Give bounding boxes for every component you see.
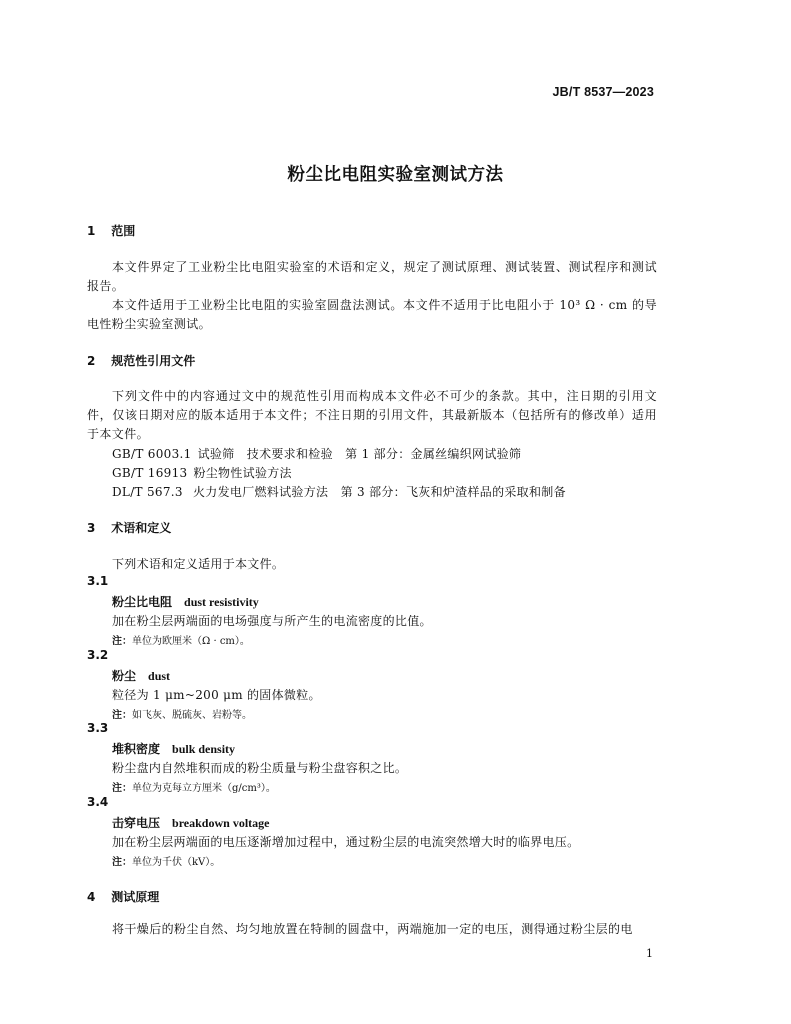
- term-definition: 加在粉尘层两端面的电场强度与所产生的电流密度的比值。: [112, 614, 432, 628]
- note-text: 单位为欧厘米（Ω · cm）。: [132, 636, 250, 647]
- section-4-heading: [87, 888, 159, 905]
- section-title: 范围: [111, 224, 136, 238]
- term-en: dust: [148, 669, 171, 683]
- section-4-paragraph-1: 将干燥后的粉尘自然、均匀地放置在特制的圆盘中，两端施加一定的电压，测得通过粉尘层的电: [112, 922, 633, 936]
- section-title: 规范性引用文件: [111, 354, 196, 368]
- term-en: breakdown voltage: [172, 816, 270, 830]
- term-heading: [112, 593, 259, 610]
- section-number: 4: [87, 890, 96, 904]
- term-definition: 加在粉尘层两端面的电压逐渐增加过程中，通过粉尘层的电流突然增大时的临界电压。: [112, 835, 580, 849]
- reference-item: [112, 445, 521, 462]
- section-2-heading: [87, 352, 195, 369]
- note-text: 如飞灰、脱硫灰、岩粉等。: [132, 710, 252, 721]
- term-note: [112, 632, 250, 647]
- term-heading: [112, 740, 235, 757]
- note-label: 注：: [112, 857, 132, 868]
- term-zh: 堆积密度: [112, 742, 161, 756]
- term-definition: 粉尘盘内自然堆积而成的粉尘质量与粉尘盘容积之比。: [112, 761, 408, 775]
- section-1-heading: [87, 222, 135, 239]
- term-zh: 击穿电压: [112, 816, 161, 830]
- term-zh: 粉尘: [112, 669, 137, 683]
- reference-code: GB/T 16913: [112, 466, 188, 480]
- reference-item: [112, 483, 566, 500]
- clause-number: 3.3: [87, 721, 109, 735]
- note-text: 单位为千伏（kV）。: [132, 857, 221, 868]
- term-note: [112, 853, 220, 868]
- term-definition: 粒径为 1 μm~200 μm 的固体微粒。: [112, 688, 321, 702]
- term-en: bulk density: [172, 742, 236, 756]
- term-heading: [112, 814, 269, 831]
- section-number: 3: [87, 521, 96, 535]
- term-heading: [112, 667, 170, 684]
- note-label: 注：: [112, 710, 132, 721]
- note-label: 注：: [112, 783, 132, 794]
- term-note: [112, 706, 252, 721]
- reference-code: DL/T 567.3: [112, 485, 183, 499]
- section-1-paragraph-2: 本文件适用于工业粉尘比电阻的实验室圆盘法测试。本文件不适用于比电阻小于 10³ Ω · cm 的导电性粉尘实验室测试。: [87, 298, 657, 331]
- clause-number: 3.1: [87, 574, 109, 588]
- document-number: JB/T 8537—2023: [552, 85, 654, 99]
- page-number: 1: [646, 947, 653, 960]
- reference-title: 火力发电厂燃料试验方法 第 3 部分：飞灰和炉渣样品的采取和制备: [193, 485, 566, 499]
- note-text: 单位为克每立方厘米（g/cm³）。: [132, 783, 276, 794]
- section-3-intro: 下列术语和定义适用于本文件。: [112, 557, 285, 571]
- reference-title: 粉尘物性试验方法: [193, 466, 292, 480]
- section-1-paragraph-1: 本文件界定了工业粉尘比电阻实验室的术语和定义，规定了测试原理、测试装置、测试程序和测试报告。: [87, 260, 657, 293]
- reference-title: 试验筛 技术要求和检验 第 1 部分：金属丝编织网试验筛: [197, 447, 522, 461]
- clause-number: 3.2: [87, 648, 109, 662]
- section-2-intro: 下列文件中的内容通过文中的规范性引用而构成本文件必不可少的条款。其中，注日期的引用文件，仅该日期对应的版本适用于本文件；不注日期的引用文件，其最新版本（包括所有的修改单）适用于本文件。: [87, 389, 657, 441]
- clause-number: 3.4: [87, 795, 109, 809]
- section-title: 测试原理: [111, 890, 160, 904]
- document-title: 粉尘比电阻实验室测试方法: [287, 165, 504, 185]
- term-en: dust resistivity: [184, 595, 259, 609]
- reference-item: [112, 464, 292, 481]
- section-title: 术语和定义: [111, 521, 172, 535]
- reference-code: GB/T 6003.1: [112, 447, 192, 461]
- section-3-heading: [87, 519, 171, 536]
- section-number: 1: [87, 224, 96, 238]
- section-number: 2: [87, 354, 96, 368]
- term-note: [112, 779, 276, 794]
- term-zh: 粉尘比电阻: [112, 595, 173, 609]
- note-label: 注：: [112, 636, 132, 647]
